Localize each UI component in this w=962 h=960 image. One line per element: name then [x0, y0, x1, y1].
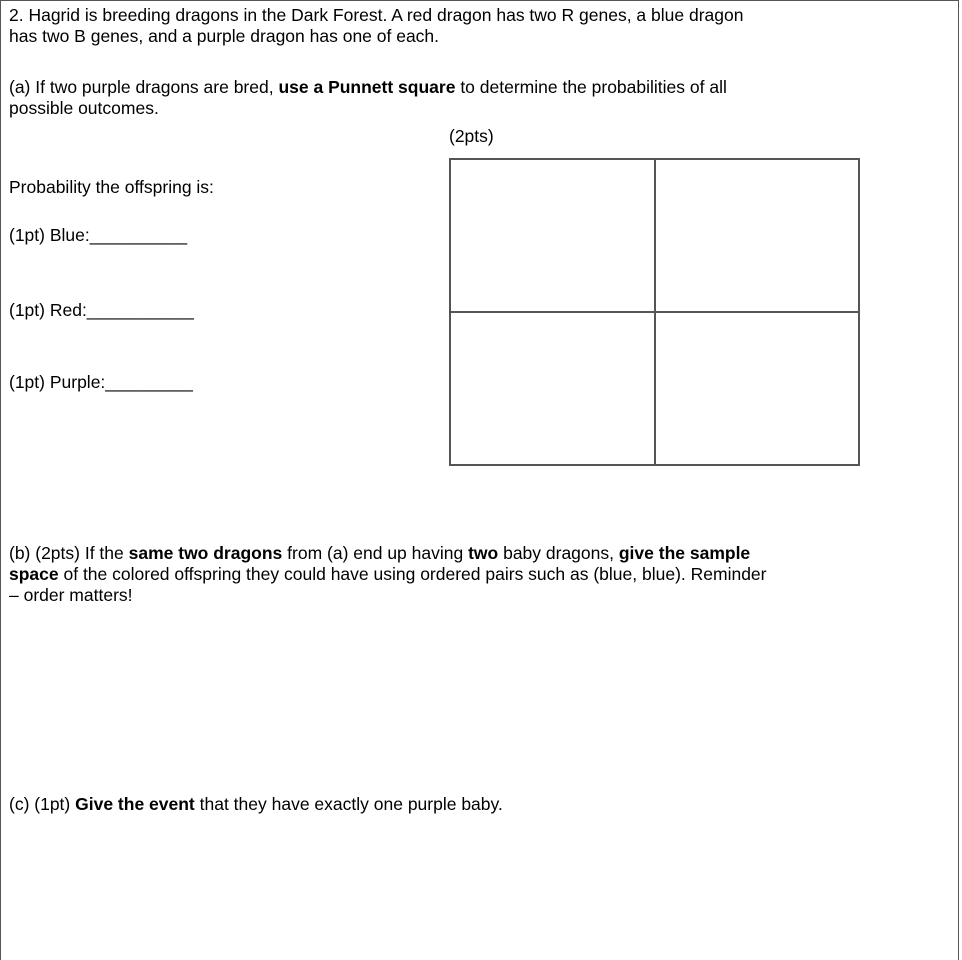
part-b-text-2: from (a) end up having — [282, 543, 469, 563]
blue-probability-label: (1pt) Blue:__________ — [9, 225, 188, 245]
punnett-square — [449, 158, 860, 466]
punnett-cell-bottom-left[interactable] — [450, 312, 655, 465]
part-a-bold-punnett: use a Punnett square — [278, 77, 456, 97]
part-b-text-1: (b) (2pts) If the — [9, 543, 129, 563]
probability-heading: Probability the offspring is: — [9, 177, 214, 197]
part-b-bold-two: two — [468, 543, 499, 563]
purple-probability-label: (1pt) Purple:_________ — [9, 372, 193, 392]
red-probability-label: (1pt) Red:___________ — [9, 300, 194, 320]
part-a-line-1 — [9, 77, 727, 98]
part-c-text-1: (c) (1pt) — [9, 794, 76, 814]
part-a-text-2: to determine the probabilities of all — [455, 77, 727, 97]
question-intro-line-1: 2. Hagrid is breeding dragons in the Dark Forest. A red dragon has two R genes, a blue dragon — [9, 5, 744, 25]
part-b-line-1 — [9, 543, 750, 564]
part-b-line-3: – order matters! — [9, 585, 133, 605]
part-c-bold-give-the-event: Give the event — [75, 794, 195, 814]
part-c-line-1 — [9, 794, 503, 815]
punnett-cell-top-left[interactable] — [450, 159, 655, 312]
punnett-cell-bottom-right[interactable] — [655, 312, 860, 465]
question-intro-line-2: has two B genes, and a purple dragon has one of each. — [9, 26, 440, 46]
part-a-line-2: possible outcomes. — [9, 98, 159, 118]
part-b-line-2 — [9, 564, 767, 585]
part-b-bold-space: space — [9, 564, 59, 584]
part-b-bold-give-the-sample: give the sample — [618, 543, 751, 563]
punnett-cell-top-right[interactable] — [655, 159, 860, 312]
part-a-text-1: (a) If two purple dragons are bred, — [9, 77, 279, 97]
part-b-text-4: of the colored offspring they could have using ordered pairs such as (blue, blue). Reminder — [58, 564, 767, 584]
part-a-points: (2pts) — [449, 126, 494, 146]
part-c-text-2: that they have exactly one purple baby. — [194, 794, 503, 814]
part-b-text-3: baby dragons, — [498, 543, 619, 563]
part-b-bold-same-two-dragons: same two dragons — [128, 543, 283, 563]
